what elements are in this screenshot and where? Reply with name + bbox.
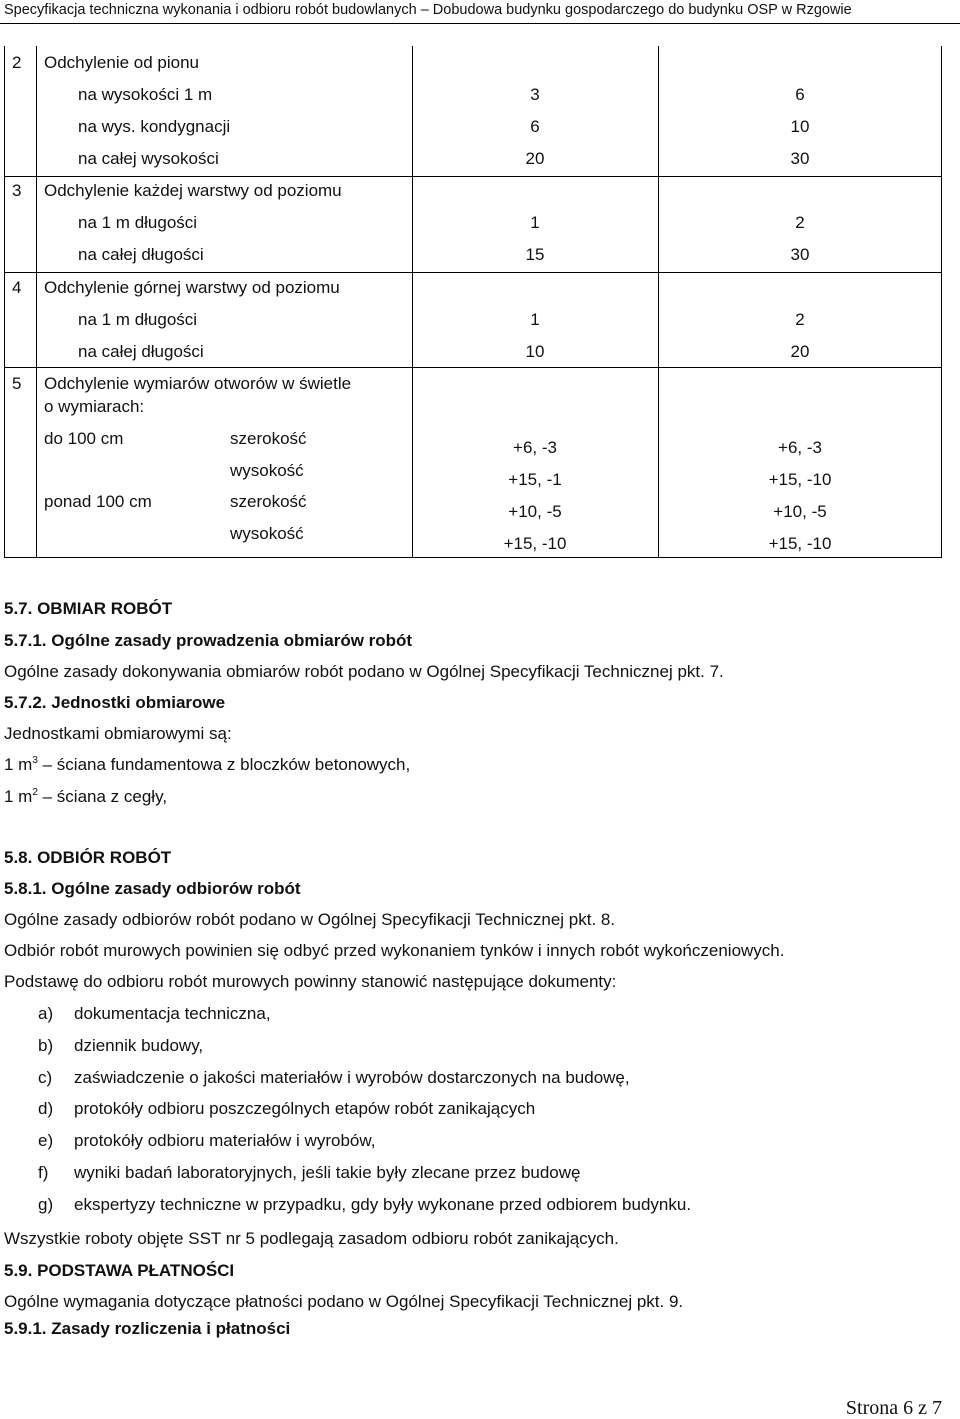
page-header: Specyfikacja techniczna wykonania i odbioru robót budowlanych – Dobudowa budynku gospodarczego do budynku OSP w Rzgowie <box>4 2 852 18</box>
opening-dim-label: szerokość <box>230 429 307 448</box>
table-row-number: 2 <box>12 53 22 72</box>
table-row-label: na 1 m długości <box>78 213 198 232</box>
table-cell-value: +15, -10 <box>768 534 832 553</box>
table-row-separator <box>4 272 941 273</box>
table-cell-value: 10 <box>790 117 810 136</box>
list-marker: c) <box>38 1068 53 1087</box>
section-heading-5-8: 5.8. ODBIÓR ROBÓT <box>4 848 172 867</box>
paragraph: Ogólne zasady odbiorów robót podano w Ogólnej Specyfikacji Technicznej pkt. 8. <box>4 910 616 929</box>
paragraph: Ogólne zasady dokonywania obmiarów robót podano w Ogólnej Specyfikacji Technicznej pkt. 7. <box>4 662 724 681</box>
table-row-separator <box>4 176 941 177</box>
list-marker: e) <box>38 1131 54 1150</box>
list-marker: d) <box>38 1099 54 1118</box>
opening-dim-label: wysokość <box>230 524 304 543</box>
table-cell-value: 6 <box>795 85 805 104</box>
table-cell-value: 1 <box>530 213 540 232</box>
section-heading-5-9: 5.9. PODSTAWA PŁATNOŚCI <box>4 1261 235 1280</box>
paragraph: Jednostkami obmiarowymi są: <box>4 724 232 743</box>
table-cell-value: +15, -10 <box>768 470 832 489</box>
table-cell-value: 30 <box>790 149 810 168</box>
table-cell-value: 20 <box>525 149 545 168</box>
subsection-heading-5-7-1: 5.7.1. Ogólne zasady prowadzenia obmiarów robót <box>4 631 413 650</box>
paragraph: Podstawę do odbioru robót murowych powinny stanowić następujące dokumenty: <box>4 972 617 991</box>
table-row-heading: Odchylenie każdej warstwy od poziomu <box>44 181 342 200</box>
table-divider-num <box>36 46 37 557</box>
list-item: protokóły odbioru poszczególnych etapów robót zanikających <box>74 1099 536 1118</box>
opening-group-label: do 100 cm <box>44 429 124 448</box>
table-row-separator <box>4 367 941 368</box>
table-row-heading: Odchylenie od pionu <box>44 53 200 72</box>
table-divider-label <box>412 46 413 557</box>
unit-line-2 <box>4 788 167 805</box>
table-cell-value: 15 <box>525 245 545 264</box>
table-row-label: na 1 m długości <box>78 310 198 329</box>
list-marker: f) <box>38 1163 49 1182</box>
opening-group-label: ponad 100 cm <box>44 492 152 511</box>
table-cell-value: 20 <box>790 342 810 361</box>
table-cell-value: +6, -3 <box>513 438 557 457</box>
paragraph: Wszystkie roboty objęte SST nr 5 podlegają zasadom odbioru robót zanikających. <box>4 1229 619 1248</box>
table-row-label: na całej długości <box>78 342 204 361</box>
unit-prefix: 1 m <box>4 755 33 774</box>
section-heading-5-7: 5.7. OBMIAR ROBÓT <box>4 599 173 618</box>
header-rule <box>0 23 960 24</box>
table-cell-value: 2 <box>795 213 805 232</box>
table-cell-value: 10 <box>525 342 545 361</box>
opening-dim-label: szerokość <box>230 492 307 511</box>
table-row-label: na wysokości 1 m <box>78 85 213 104</box>
list-marker: b) <box>38 1036 54 1055</box>
table-cell-value: +6, -3 <box>778 438 822 457</box>
table-row-number: 5 <box>12 374 22 393</box>
table-cell-value: 3 <box>530 85 540 104</box>
list-marker: a) <box>38 1004 54 1023</box>
list-item: dokumentacja techniczna, <box>74 1004 271 1023</box>
paragraph: Odbiór robót murowych powinien się odbyć przed wykonaniem tynków i innych robót wykończeniowych. <box>4 941 785 960</box>
table-cell-value: +10, -5 <box>508 502 562 521</box>
subsection-heading-5-8-1: 5.8.1. Ogólne zasady odbiorów robót <box>4 879 301 898</box>
table-row-heading-cont: o wymiarach: <box>44 397 145 416</box>
opening-dim-label: wysokość <box>230 461 304 480</box>
table-row-label: na wys. kondygnacji <box>78 117 231 136</box>
list-item: dziennik budowy, <box>74 1036 204 1055</box>
table-cell-value: 30 <box>790 245 810 264</box>
table-cell-value: +15, -1 <box>508 470 562 489</box>
unit-text: – ściana fundamentowa z bloczków betonowych, <box>37 755 411 774</box>
table-row-number: 3 <box>12 181 22 200</box>
unit-prefix: 1 m <box>4 787 33 806</box>
paragraph: Ogólne wymagania dotyczące płatności podano w Ogólnej Specyfikacji Technicznej pkt. 9. <box>4 1292 684 1311</box>
table-row-heading: Odchylenie wymiarów otworów w świetle <box>44 374 352 393</box>
unit-exponent: 3 <box>32 755 38 766</box>
table-cell-value: 1 <box>530 310 540 329</box>
page-number: Strona 6 z 7 <box>845 1397 942 1419</box>
table-row-label: na całej wysokości <box>78 149 219 168</box>
unit-line-1 <box>4 756 410 773</box>
subsection-heading-5-7-2: 5.7.2. Jednostki obmiarowe <box>4 693 226 712</box>
subsection-heading-5-9-1: 5.9.1. Zasady rozliczenia i płatności <box>4 1319 291 1338</box>
table-cell-value: +15, -10 <box>503 534 567 553</box>
table-cell-value: 6 <box>530 117 540 136</box>
table-row-number: 4 <box>12 278 22 297</box>
table-cell-value: 2 <box>795 310 805 329</box>
table-row-heading: Odchylenie górnej warstwy od poziomu <box>44 278 340 297</box>
table-row-label: na całej długości <box>78 245 204 264</box>
list-item: zaświadczenie o jakości materiałów i wyrobów dostarczonych na budowę, <box>74 1068 630 1087</box>
unit-exponent: 2 <box>32 787 38 798</box>
list-item: wyniki badań laboratoryjnych, jeśli takie były zlecane przez budowę <box>74 1163 581 1182</box>
list-item: protokóły odbioru materiałów i wyrobów, <box>74 1131 376 1150</box>
unit-text: – ściana z cegły, <box>37 787 168 806</box>
list-item: ekspertyzy techniczne w przypadku, gdy były wykonane przed odbiorem budynku. <box>74 1195 692 1214</box>
list-marker: g) <box>38 1195 54 1214</box>
table-cell-value: +10, -5 <box>773 502 827 521</box>
table-divider-values <box>658 46 659 557</box>
